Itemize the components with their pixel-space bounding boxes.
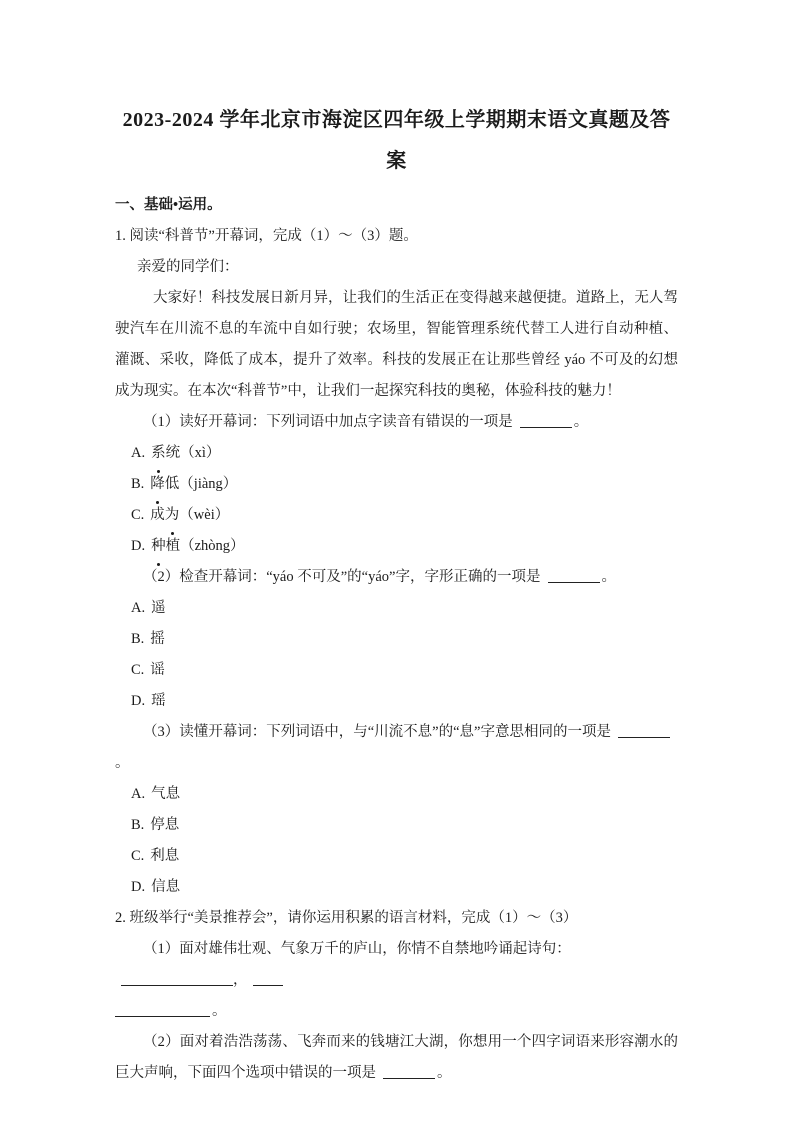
poem-blank-1 [121, 972, 233, 986]
dotted-char: 系 [151, 438, 166, 469]
answer-blank [520, 414, 572, 428]
dotted-char: 为 [165, 500, 180, 531]
poem-blank-2-end [115, 1003, 210, 1017]
line-end: 。 [212, 1003, 227, 1019]
q1-sub2-option-a [115, 593, 678, 624]
q1-sub3-option-b [115, 810, 678, 841]
section-heading: 一、基础•运用。 [115, 197, 222, 213]
q1-sub2-option-d [115, 686, 678, 717]
option-text: 瑶 [151, 693, 166, 709]
option-letter: A. [131, 786, 146, 802]
option-letter: B. [131, 631, 145, 647]
q1-sub3-option-d [115, 872, 678, 903]
option-letter: A. [131, 445, 146, 461]
option-letter: C. [131, 848, 145, 864]
stem-end: 。 [115, 755, 130, 771]
option-letter: C. [131, 662, 145, 678]
q1-salutation: 亲爱的同学们： [137, 259, 239, 275]
option-letter: D. [131, 693, 146, 709]
answer-blank [548, 569, 600, 583]
option-text: 摇 [150, 631, 165, 647]
option-text: 利息 [150, 848, 180, 864]
q1-sub3-option-c [115, 841, 678, 872]
stem-end: 。 [601, 569, 616, 585]
option-letter: D. [131, 879, 146, 895]
option-letter: A. [131, 600, 146, 616]
option-text: 停息 [150, 817, 180, 833]
q1-stem: 1. 阅读“科普节”开幕词，完成（1）～（3）题。 [115, 228, 418, 244]
q1-sub2-option-c [115, 655, 678, 686]
answer-blank [383, 1065, 435, 1079]
answer-blank [618, 724, 670, 738]
q1-sub1-option-d [115, 531, 678, 562]
dotted-char: 降 [150, 469, 165, 500]
q1-sub1-option-a [115, 438, 678, 469]
q1-opening-paragraph: 大家好！科技发展日新月异，让我们的生活正在变得越来越便捷。道路上，无人驾驶汽车在川流不息的车流中自如行驶；农场里，智能管理系统代替工人进行自动种植、灌溉、采收，降低了成本，提升了效率。科技的发展正在让那些曾经 yáo 不可及的幻想成为现实。在本次“科普节”中，让我们一起探究科技的奥秘，体验科技的魅力！ [115, 290, 678, 399]
q1-sub2-stem [115, 562, 678, 593]
option-letter: B. [131, 476, 145, 492]
stem-text: （3）读懂开幕词：下列词语中，与“川流不息”的“息”字意思相同的一项是 [143, 724, 611, 740]
q2-sub1-line1 [115, 934, 678, 996]
page-title: 2023-2024 学年北京市海淀区四年级上学期期末语文真题及答案 [122, 109, 671, 172]
option-text: 遥 [151, 600, 166, 616]
option-text-pre: 成 [150, 507, 165, 523]
stem-end: 。 [437, 1065, 452, 1081]
poem-blank-2-start [253, 972, 283, 986]
option-letter: D. [131, 538, 146, 554]
option-letter: C. [131, 507, 145, 523]
q2-sub1-line2 [115, 996, 678, 1027]
option-text: 气息 [151, 786, 181, 802]
stem-end: 。 [573, 414, 589, 430]
option-text-post: 植（zhòng） [165, 538, 245, 554]
q1-sub3-option-a [115, 779, 678, 810]
dotted-char: 种 [151, 531, 166, 562]
q1-sub1-option-b [115, 469, 678, 500]
stem-text: （1）读好开幕词：下列词语中加点字读音有错误的一项是 [143, 414, 513, 430]
q2-stem: 2. 班级举行“美景推荐会”，请你运用积累的语言材料，完成（1）～（3） [115, 910, 578, 926]
stem-text: （1）面对雄伟壮观、气象万千的庐山，你情不自禁地吟诵起诗句： [143, 941, 571, 957]
option-text: 谣 [150, 662, 165, 678]
option-text: 信息 [151, 879, 181, 895]
option-text-post: 低（jiàng） [164, 476, 238, 492]
q1-sub1-option-c [115, 500, 678, 531]
comma: ， [233, 972, 248, 988]
q2-sub2-stem [115, 1027, 678, 1089]
q1-sub2-option-b [115, 624, 678, 655]
option-text-post: 统（xì） [165, 445, 221, 461]
option-text-post: （wèi） [179, 507, 230, 523]
stem-text: （2）检查开幕词：“yáo 不可及”的“yáo”字，字形正确的一项是 [143, 569, 541, 585]
q1-sub1-stem [115, 407, 678, 438]
option-letter: B. [131, 817, 145, 833]
stem-text: （2）面对着浩浩荡荡、飞奔而来的钱塘江大湖，你想用一个四字词语来形容潮水的巨大声响，下面四个选项中错误的一项是 [115, 1034, 678, 1081]
q1-sub3-stem [115, 717, 678, 779]
